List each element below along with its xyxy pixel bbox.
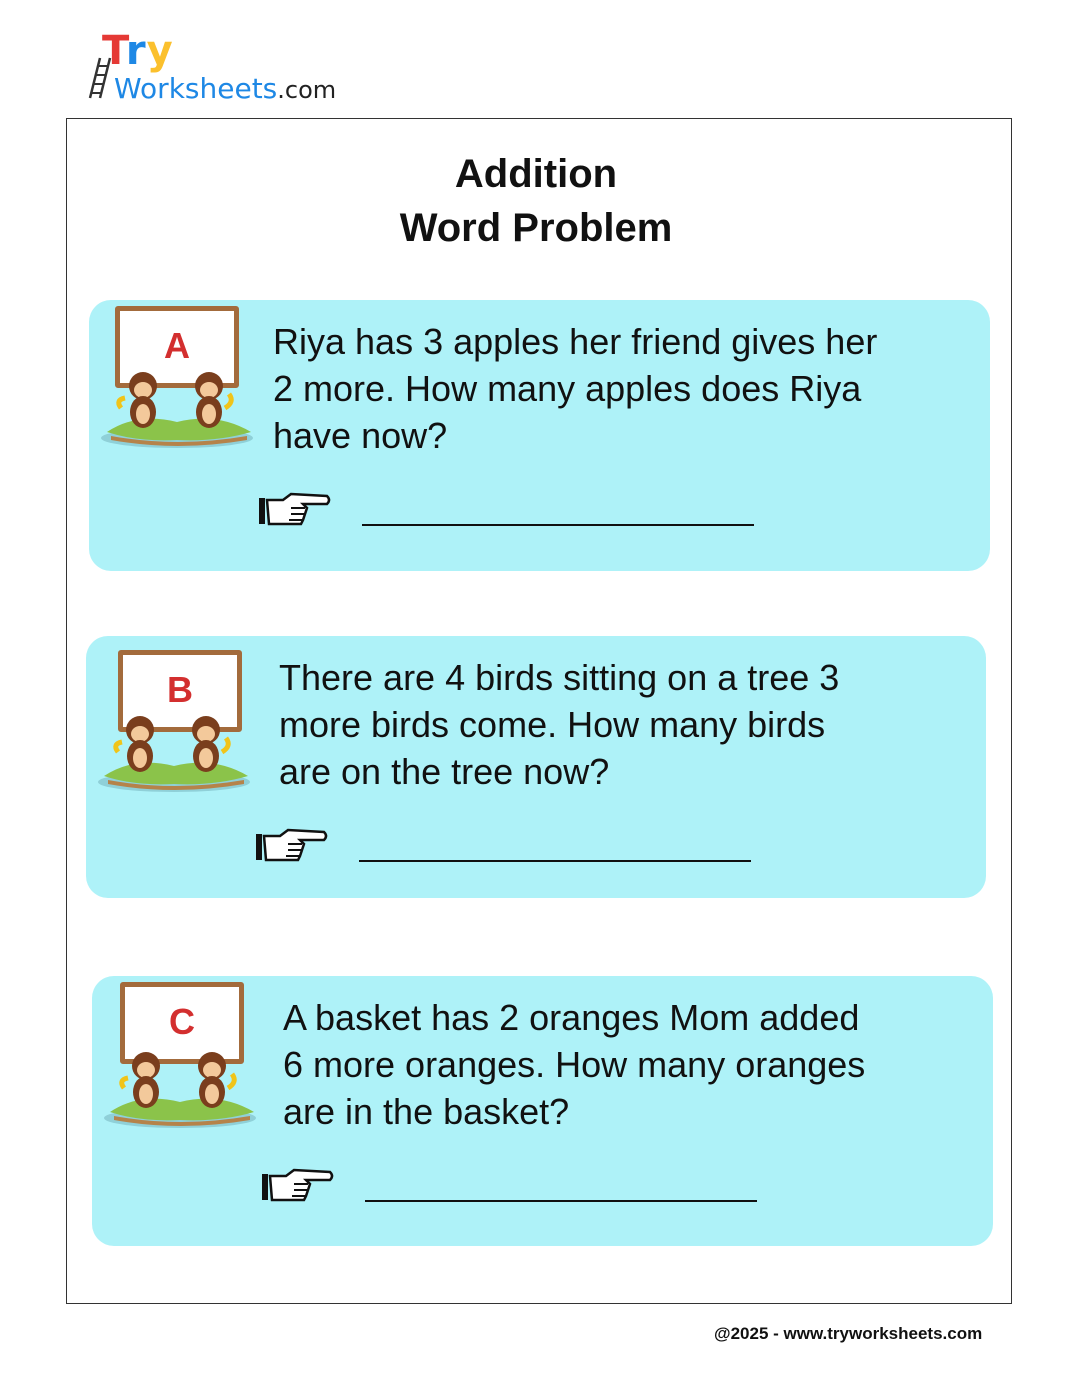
worksheet-title: Addition	[454, 152, 618, 196]
problem-letter: A	[164, 325, 190, 366]
problem-card-c	[92, 976, 993, 1246]
problem-letter: C	[169, 1001, 195, 1042]
answer-line[interactable]	[362, 524, 754, 526]
pointing-hand-icon	[260, 1166, 334, 1206]
pointing-hand-icon	[257, 490, 331, 530]
worksheet-subtitle: Word Problem	[399, 206, 673, 250]
problem-card-a	[89, 300, 990, 571]
problem-text: Riya has 3 apples her friend gives her 2 more. How many apples does Riya have now?	[273, 321, 878, 456]
problem-letter: B	[167, 669, 193, 710]
problem-card-b	[86, 636, 986, 898]
problem-text: A basket has 2 oranges Mom added 6 more oranges. How many oranges are in the basket?	[283, 997, 866, 1132]
problem-text: There are 4 birds sitting on a tree 3 more birds come. How many birds are on the tree now?	[279, 657, 840, 792]
copyright-footer: @2025 - www.tryworksheets.com	[714, 1324, 983, 1343]
monkeys-with-board-icon	[97, 350, 257, 450]
pointing-hand-icon	[254, 826, 328, 866]
logo-try: Try	[102, 28, 174, 74]
logo-worksheets: Worksheets.com	[114, 72, 337, 105]
monkeys-with-board-icon	[100, 1030, 260, 1130]
monkeys-with-board-icon	[94, 694, 254, 794]
site-logo	[88, 28, 348, 108]
answer-line[interactable]	[365, 1200, 757, 1202]
answer-line[interactable]	[359, 860, 751, 862]
